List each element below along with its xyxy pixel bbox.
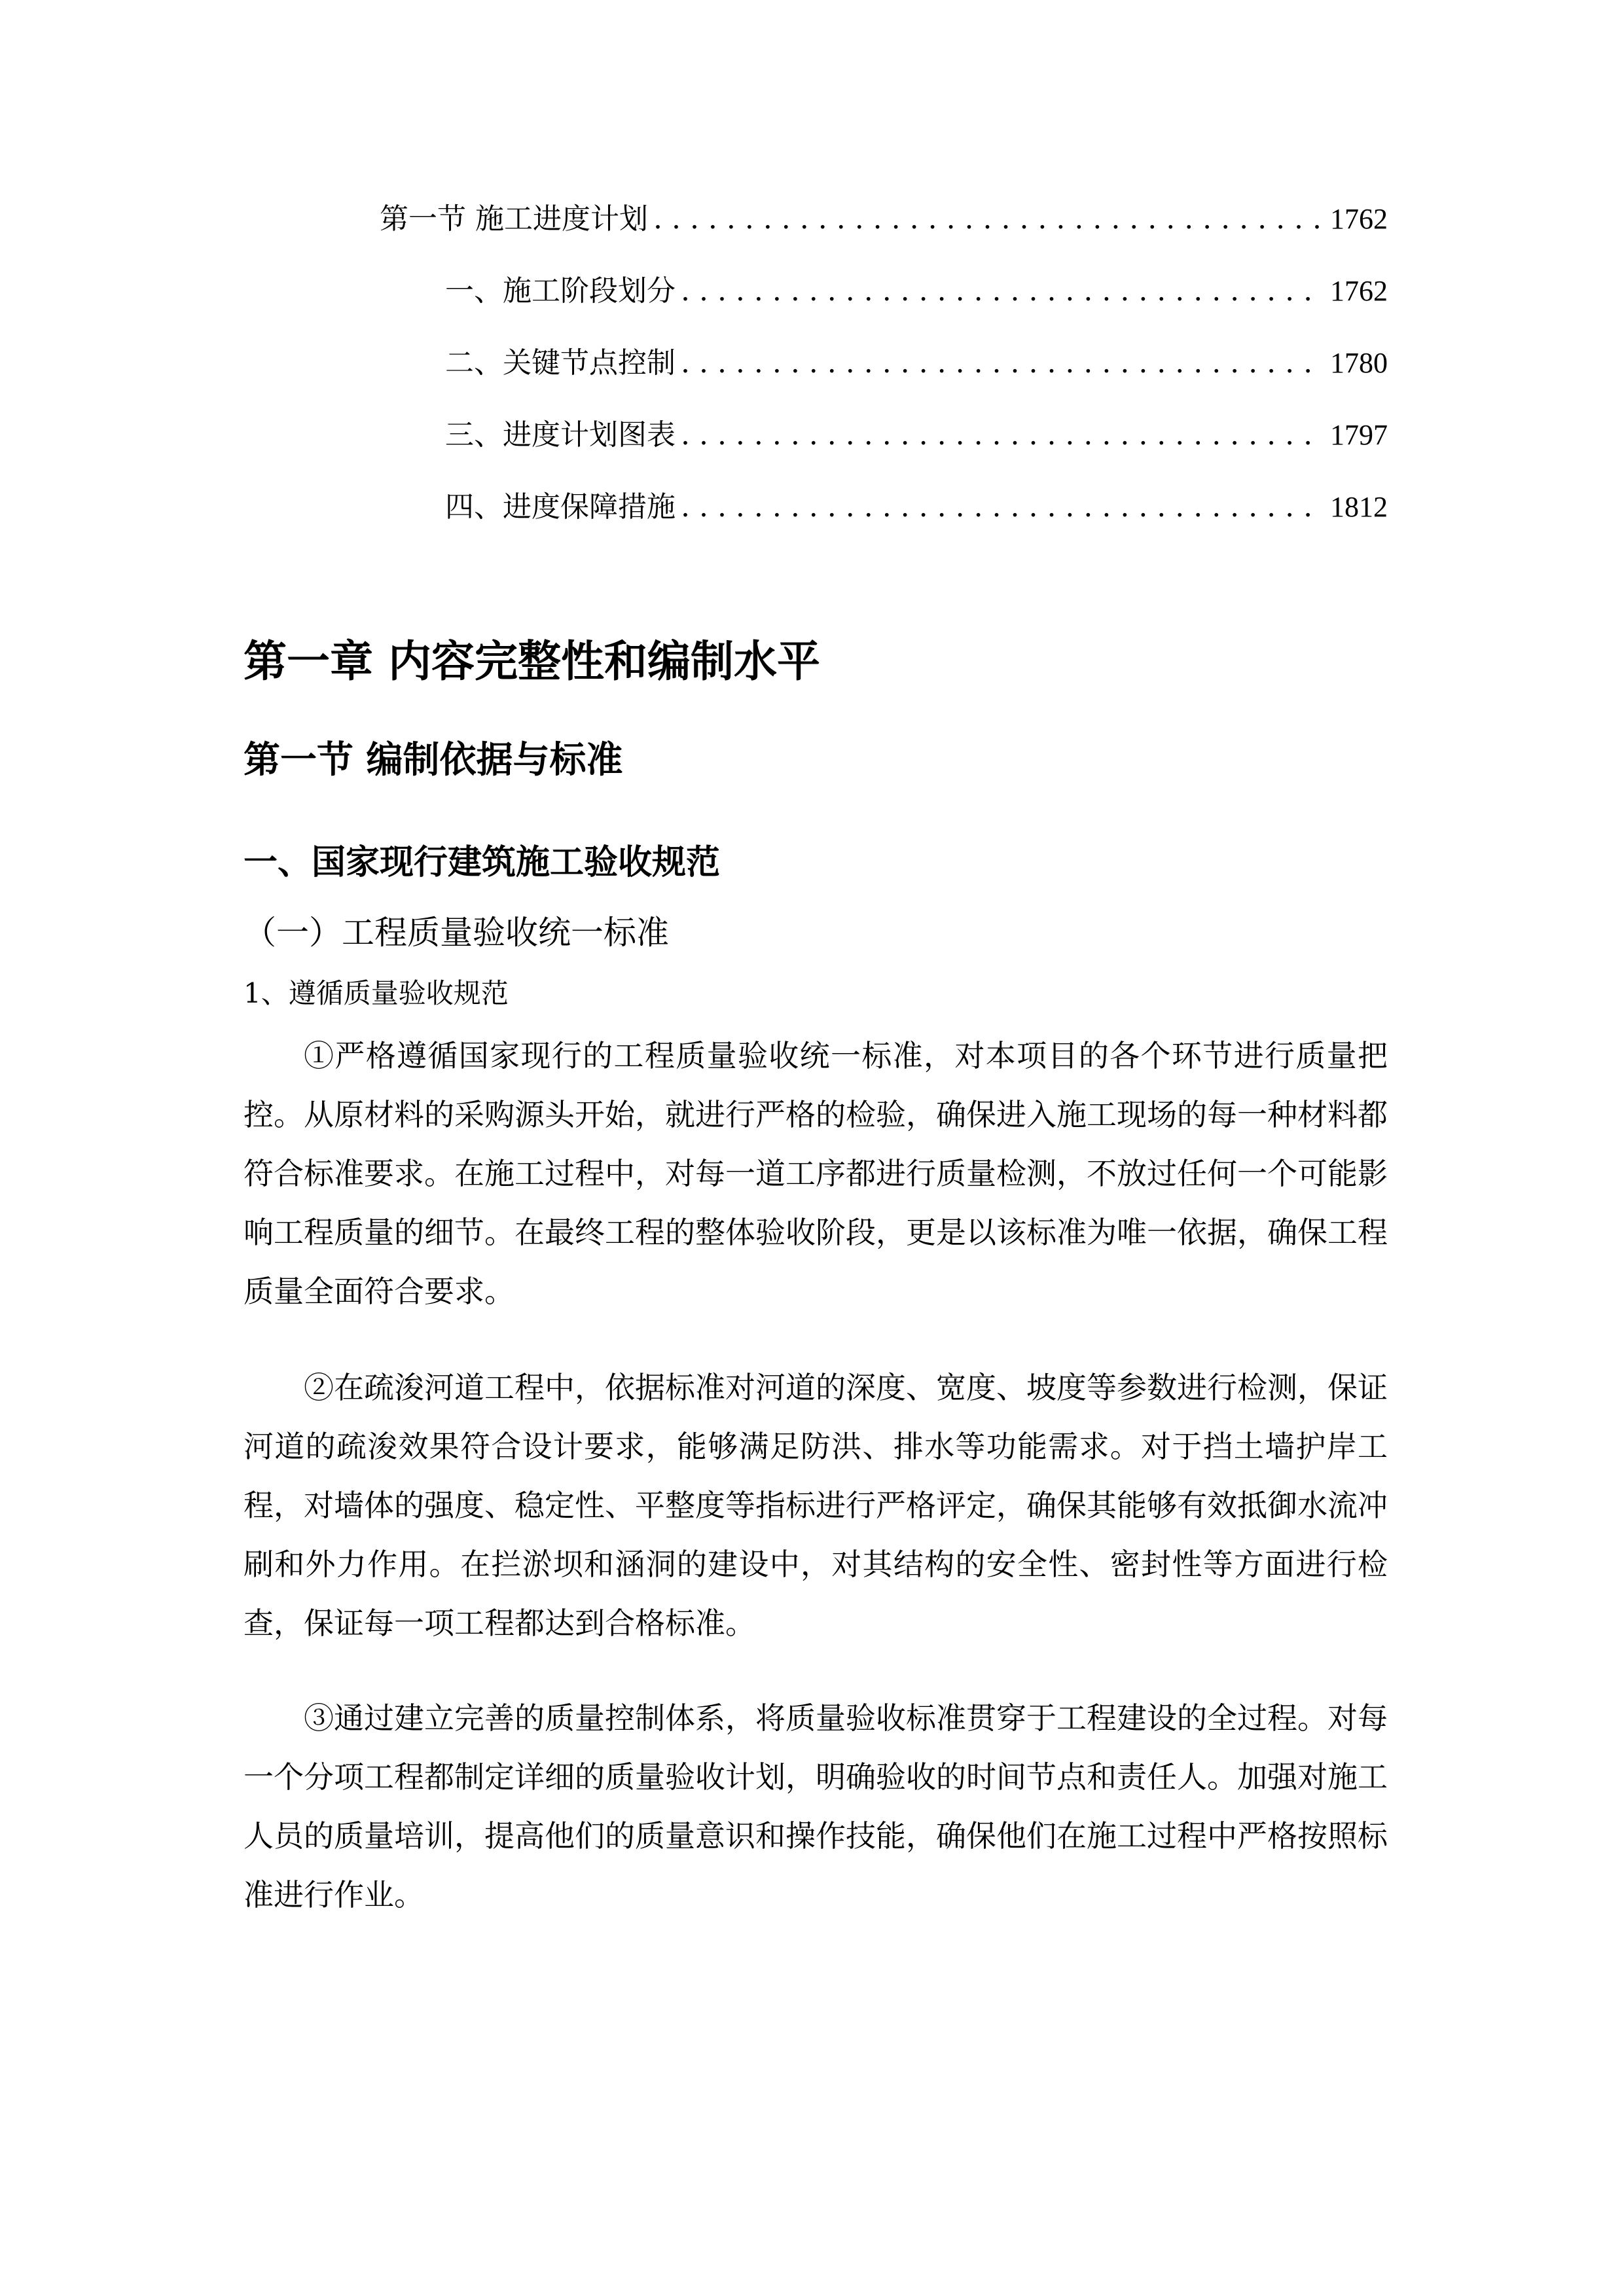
toc-entry-number: 二、 (445, 346, 503, 380)
toc-entry-page: 1797 (1330, 419, 1388, 451)
toc-entry-title: 关键节点控制 (503, 346, 676, 380)
toc-entry[interactable] (380, 412, 1388, 484)
toc-entry-page: 1780 (1330, 347, 1388, 379)
toc-entry[interactable] (380, 484, 1388, 556)
body-paragraph: ①严格遵循国家现行的工程质量验收统一标准，对本项目的各个环节进行质量把控。从原材料的采购源头开始，就进行严格的检验，确保进入施工现场的每一种材料都符合标准要求。在施工过程中，对每一道工序都进行质量检测，不放过任何一个可能影响工程质量的细节。在最终工程的整体验收阶段，更是以该标准为唯一依据，确保工程质量全面符合要求。 (244, 1038, 1388, 1309)
toc-entry-number: 四、 (445, 490, 503, 524)
toc-entry-page: 1812 (1330, 491, 1388, 523)
toc-entry-number: 一、 (445, 274, 503, 308)
toc-entry[interactable] (380, 268, 1388, 340)
toc-dot-leader (681, 340, 1324, 386)
toc-dot-leader (653, 196, 1324, 242)
toc-entry-page: 1762 (1330, 275, 1388, 307)
table-of-contents (380, 196, 1388, 556)
subsubsection-heading: （一）工程质量验收统一标准 (244, 914, 669, 952)
toc-entry[interactable] (380, 340, 1388, 412)
toc-dot-leader (681, 268, 1324, 314)
toc-entry-title: 第一节 施工进度计划 (380, 202, 648, 236)
subsection-heading: 一、国家现行建筑施工验收规范 (244, 843, 721, 882)
toc-entry-number: 三、 (445, 418, 503, 452)
toc-dot-leader (681, 412, 1324, 458)
body-paragraph: ②在疏浚河道工程中，依据标准对河道的深度、宽度、坡度等参数进行检测，保证河道的疏浚效果符合设计要求，能够满足防洪、排水等功能需求。对于挡土墙护岸工程，对墙体的强度、稳定性、平整度等指标进行严格评定，确保其能够有效抵御水流冲刷和外力作用。在拦淤坝和涵洞的建设中，对其结构的安全性、密封性等方面进行检查，保证每一项工程都达到合格标准。 (244, 1370, 1388, 1641)
section-heading: 第一节 编制依据与标准 (244, 739, 623, 781)
toc-entry-page: 1762 (1330, 203, 1388, 235)
toc-entry[interactable] (380, 196, 1388, 268)
item-heading: 1、遵循质量验收规范 (244, 977, 509, 1009)
toc-entry-title: 进度计划图表 (503, 418, 676, 452)
toc-entry-title: 进度保障措施 (503, 490, 676, 524)
toc-entry-title: 施工阶段划分 (503, 274, 676, 308)
chapter-heading: 第一章 内容完整性和编制水平 (244, 636, 820, 687)
toc-dot-leader (681, 484, 1324, 530)
body-paragraph: ③通过建立完善的质量控制体系，将质量验收标准贯穿于工程建设的全过程。对每一个分项工程都制定详细的质量验收计划，明确验收的时间节点和责任人。加强对施工人员的质量培训，提高他们的质量意识和操作技能，确保他们在施工过程中严格按照标准进行作业。 (244, 1700, 1388, 1912)
